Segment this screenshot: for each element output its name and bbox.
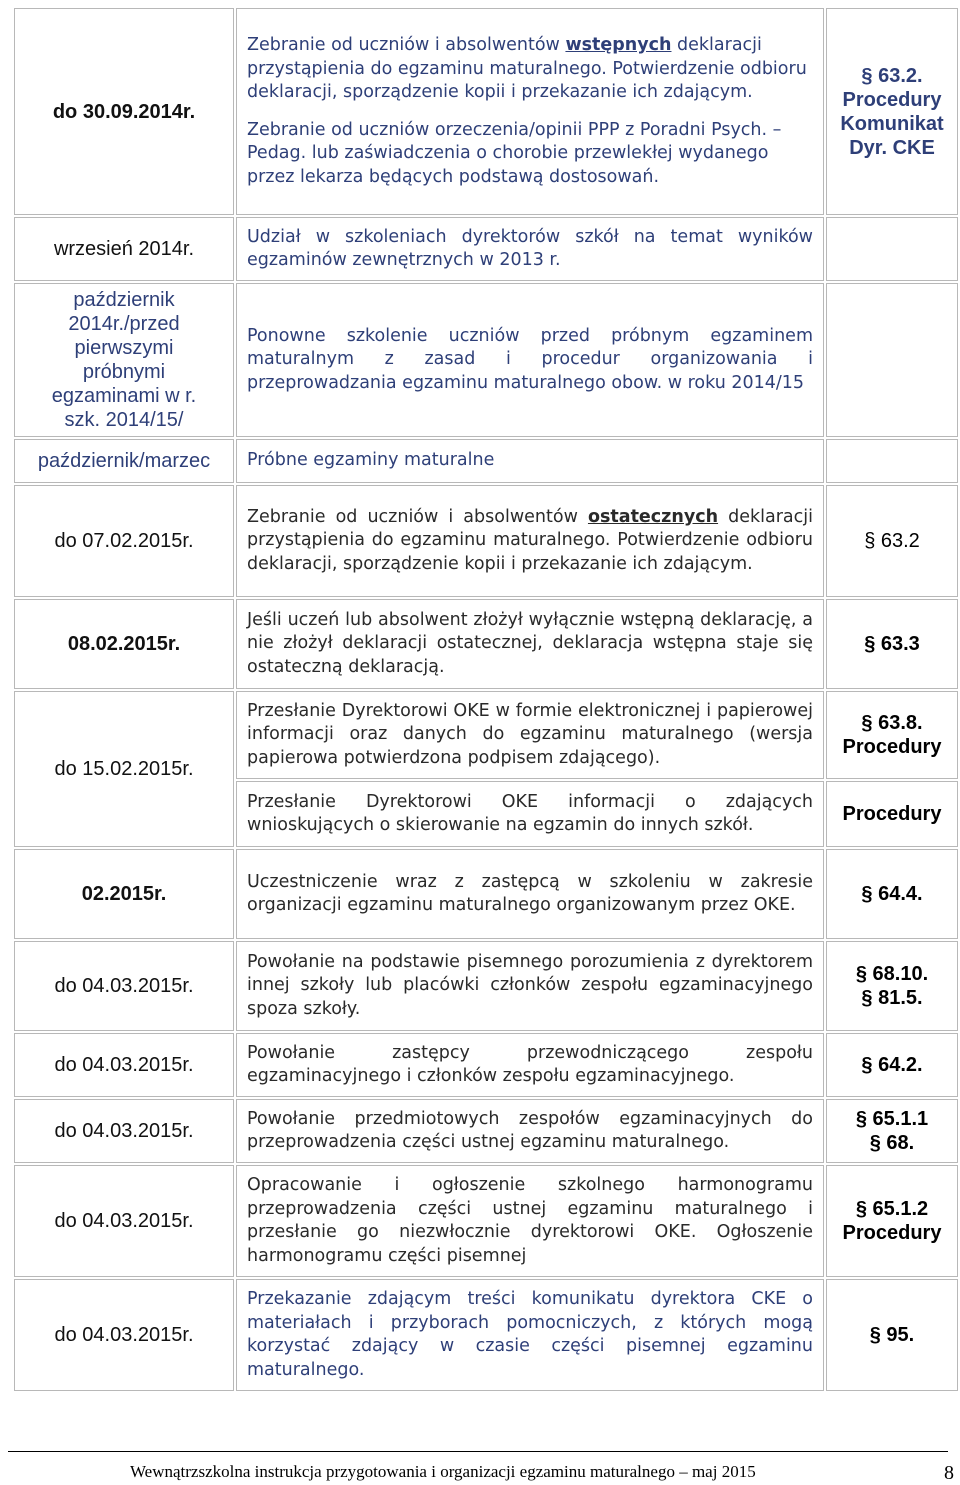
task-cell: Powołanie przedmiotowych zespołów egzaminacyjnych do przeprowadzenia części ustnej egzaminu maturalnego. — [236, 1099, 824, 1163]
date-cell: 08.02.2015r. — [14, 599, 234, 689]
table-row — [14, 439, 958, 483]
table-row — [14, 599, 958, 689]
date-line: pierwszymi — [74, 337, 174, 359]
task-text: deklaracji przystąpienia do egzaminu maturalnego. Potwierdzenie odbioru deklaracji, sporządzenie kopii i przekazanie ich zdającym. — [247, 506, 813, 574]
reference-cell — [826, 691, 958, 779]
footer-title: Wewnątrzszkolna instrukcja przygotowania i organizacji egzaminu maturalnego – maj 2015 — [130, 1462, 756, 1481]
task-text: Zebranie od uczniów i absolwentów — [247, 506, 588, 527]
task-cell: Uczestniczenie wraz z zastępcą w szkoleniu w zakresie organizacji egzaminu maturalnego organizowanym przez OKE. — [236, 849, 824, 939]
date-cell: październik/marzec — [14, 439, 234, 483]
task-cell: Powołanie na podstawie pisemnego porozumienia z dyrektorem innej szkoły lub placówki członków zespołu egzaminacyjnego spoza szkoły. — [236, 941, 824, 1031]
task-cell: Powołanie zastępcy przewodniczącego zespołu egzaminacyjnego i członków zespołu egzaminacyjnego. — [236, 1033, 824, 1097]
reference-line: Procedury — [842, 88, 942, 111]
date-line: 2014r./przed — [68, 313, 180, 335]
reference-cell — [826, 283, 958, 437]
date-cell: do 04.03.2015r. — [14, 941, 234, 1031]
task-text: Zebranie od uczniów orzeczenia/opinii PPP z Poradni Psych. – Pedag. lub zaświadczenia o chorobie przewlekłej wydanego przez lekarza będących podstawą dostosowań. — [247, 119, 782, 187]
reference-line: § 68.10. — [855, 963, 929, 985]
reference-cell — [826, 439, 958, 483]
reference-cell — [826, 1099, 958, 1163]
date-cell — [14, 283, 234, 437]
date-cell: wrzesień 2014r. — [14, 217, 234, 281]
task-emphasis: wstępnych — [565, 35, 672, 55]
date-cell: do 04.03.2015r. — [14, 1279, 234, 1391]
reference-cell: Procedury — [826, 781, 958, 847]
table-row — [14, 217, 958, 281]
reference-line: Dyr. CKE — [849, 136, 935, 159]
reference-cell: § 63.2 — [826, 485, 958, 597]
reference-line: Komunikat — [840, 112, 944, 135]
date-cell: do 15.02.2015r. — [14, 691, 234, 847]
table-row — [14, 1099, 958, 1163]
date-line: próbnymi — [82, 361, 166, 383]
task-cell: Próbne egzaminy maturalne — [236, 439, 824, 483]
task-cell: Ponowne szkolenie uczniów przed próbnym egzaminem maturalnym z zasad i procedur organizowania i przeprowadzania egzaminu maturalnego obow. w roku 2014/15 — [236, 283, 824, 437]
date-cell: do 04.03.2015r. — [14, 1099, 234, 1163]
task-cell: Opracowanie i ogłoszenie szkolnego harmonogramu przeprowadzenia części ustnej egzaminu maturalnego i przesłanie go niezwłocznie dyrektorowi OKE. Ogłoszenie harmonogramu części pisemnej — [236, 1165, 824, 1277]
reference-cell — [826, 217, 958, 281]
task-cell: Udział w szkoleniach dyrektorów szkół na temat wyników egzaminów zewnętrznych w 2013 r. — [236, 217, 824, 281]
date-cell: do 07.02.2015r. — [14, 485, 234, 597]
task-cell: Przesłanie Dyrektorowi OKE informacji o zdających wnioskujących o skierowanie na egzamin do innych szkół. — [236, 781, 824, 847]
table-row — [14, 1033, 958, 1097]
reference-line: Procedury — [842, 1222, 942, 1244]
reference-cell: § 64.2. — [826, 1033, 958, 1097]
page-number: 8 — [944, 1462, 954, 1484]
task-text: deklaracji przystąpienia do egzaminu maturalnego. Potwierdzenie odbioru deklaracji, sporządzenie kopii i przekazanie ich zdającym. — [247, 35, 807, 102]
date-line: szk. 2014/15/ — [64, 409, 184, 431]
date-cell: do 30.09.2014r. — [14, 8, 234, 215]
task-text: Zebranie od uczniów i absolwentów — [247, 35, 566, 55]
date-line: egzaminami w r. — [51, 385, 197, 407]
date-cell: 02.2015r. — [14, 849, 234, 939]
task-cell — [236, 485, 824, 597]
table-row — [14, 8, 958, 215]
table-row — [14, 691, 958, 779]
reference-cell: § 64.4. — [826, 849, 958, 939]
reference-cell — [826, 8, 958, 215]
table-row — [14, 1279, 958, 1391]
reference-line: Procedury — [842, 736, 942, 758]
reference-line: § 68. — [869, 1132, 915, 1154]
task-emphasis: ostatecznych — [587, 506, 719, 527]
task-cell: Przesłanie Dyrektorowi OKE w formie elektronicznej i papierowej informacji oraz danych do egzaminu maturalnego (wersja papierowa potwierdzona podpisem zdającego). — [236, 691, 824, 779]
reference-cell — [826, 941, 958, 1031]
reference-line: § 81.5. — [861, 987, 923, 1009]
task-cell: Jeśli uczeń lub absolwent złożył wyłącznie wstępną deklarację, a nie złożył deklaracji ostatecznej, deklaracja wstępna staje się ostateczną deklaracją. — [236, 599, 824, 689]
date-cell: do 04.03.2015r. — [14, 1165, 234, 1277]
date-line: październik — [73, 289, 175, 311]
task-cell — [236, 8, 824, 215]
reference-line: § 63.2. — [861, 64, 923, 87]
table-row — [14, 283, 958, 437]
reference-line: § 63.8. — [861, 712, 923, 734]
task-cell: Przekazanie zdającym treści komunikatu dyrektora CKE o materiałach i przyborach pomocniczych, z których mogą korzystać zdający w czasie części pisemnej egzaminu maturalnego. — [236, 1279, 824, 1391]
reference-line: § 65.1.1 — [855, 1108, 929, 1130]
date-cell: do 04.03.2015r. — [14, 1033, 234, 1097]
schedule-table — [12, 6, 960, 1393]
reference-line: § 65.1.2 — [855, 1198, 929, 1220]
footer-divider — [8, 1451, 948, 1452]
reference-cell — [826, 1165, 958, 1277]
table-row — [14, 849, 958, 939]
table-row — [14, 485, 958, 597]
table-row — [14, 941, 958, 1031]
reference-cell: § 63.3 — [826, 599, 958, 689]
table-row — [14, 1165, 958, 1277]
reference-cell: § 95. — [826, 1279, 958, 1391]
